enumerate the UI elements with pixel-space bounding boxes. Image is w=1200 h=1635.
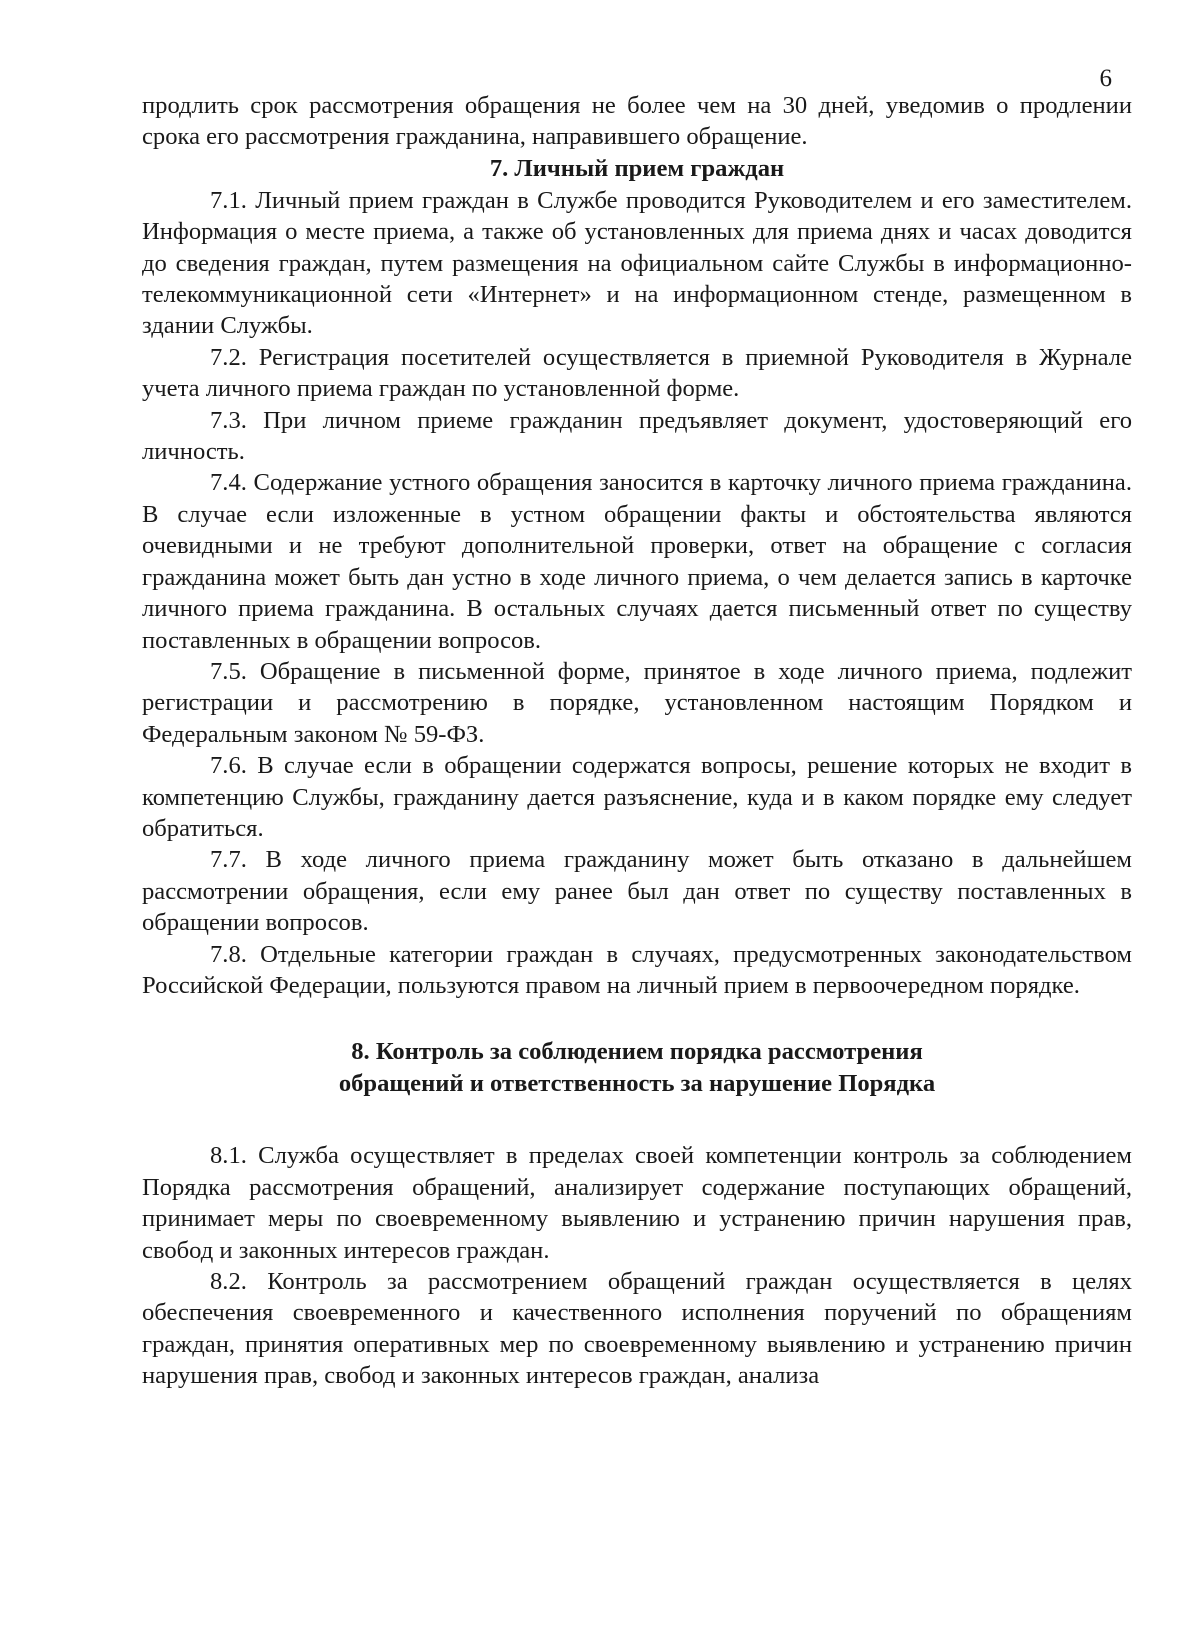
paragraph-7-7: 7.7. В ходе личного приема гражданину может быть отказано в дальнейшем рассмотрении обращения, если ему ранее был дан ответ по существу поставленных в обращении вопросов. — [142, 846, 1132, 937]
paragraph-7-1: 7.1. Личный прием граждан в Службе проводится Руководителем и его заместителем. Информация о месте приема, а также об установленных для приема днях и часах доводится до сведения граждан, путем размещения на официальном сайте Службы в информационно-телекоммуникационной сети «Интернет» и на информационном стенде, размещенном в здании Службы. — [142, 186, 1132, 340]
paragraph-7-2: 7.2. Регистрация посетителей осуществляется в приемной Руководителя в Журнале учета личного приема граждан по установленной форме. — [142, 343, 1132, 403]
paragraph-7-5: 7.5. Обращение в письменной форме, принятое в ходе личного приема, подлежит регистрации и рассмотрению в порядке, установленном настоящим Порядком и Федеральным законом № 59-ФЗ. — [142, 657, 1132, 748]
page-number: 6 — [1099, 65, 1112, 92]
paragraph-7-4: 7.4. Содержание устного обращения заносится в карточку личного приема гражданина. В случае если изложенные в устном обращении факты и обстоятельства являются очевидными и не требуют дополнительной проверки, ответ на обращение с согласия гражданина может быть дан устно в ходе личного приема, о чем делается запись в карточке личного приема гражданина. В остальных случаях дается письменный ответ по существу поставленных в обращении вопросов. — [142, 469, 1132, 654]
intro-paragraph: продлить срок рассмотрения обращения не более чем на 30 дней, уведомив о продлении срока его рассмотрения гражданина, направившего обращение. — [142, 92, 1132, 151]
paragraph-7-6: 7.6. В случае если в обращении содержатся вопросы, решение которых не входит в компетенцию Службы, гражданину дается разъяснение, куда и в каком порядке ему следует обратиться. — [142, 752, 1132, 842]
section-7-heading: 7. Личный прием граждан — [489, 154, 785, 182]
section-8-heading-line-1: 8. Контроль за соблюдением порядка рассмотрения — [351, 1038, 923, 1066]
paragraph-7-8: 7.8. Отдельные категории граждан в случаях, предусмотренных законодательством Российской Федерации, пользуются правом на личный прием в первоочередном порядке. — [142, 940, 1132, 999]
paragraph-8-2: 8.2. Контроль за рассмотрением обращений граждан осуществляется в целях обеспечения своевременного и качественного исполнения поручений по обращениям граждан, принятия оперативных мер по своевременному выявлению и устранению причин нарушения прав, свобод и законных интересов граждан, анализа — [142, 1268, 1132, 1390]
paragraph-7-3: 7.3. При личном приеме гражданин предъявляет документ, удостоверяющий его личность. — [142, 406, 1132, 466]
section-8-heading — [142, 1036, 1132, 1100]
section-8-heading-line-2: обращений и ответственность за нарушение Порядка — [338, 1070, 936, 1098]
document-body — [142, 90, 1132, 1392]
paragraph-8-1: 8.1. Служба осуществляет в пределах своей компетенции контроль за соблюдением Порядка рассмотрения обращений, анализирует содержание поступающих обращений, принимает меры по своевременному выявлению и устранению причин нарушения прав, свобод и законных интересов граждан. — [142, 1142, 1132, 1264]
